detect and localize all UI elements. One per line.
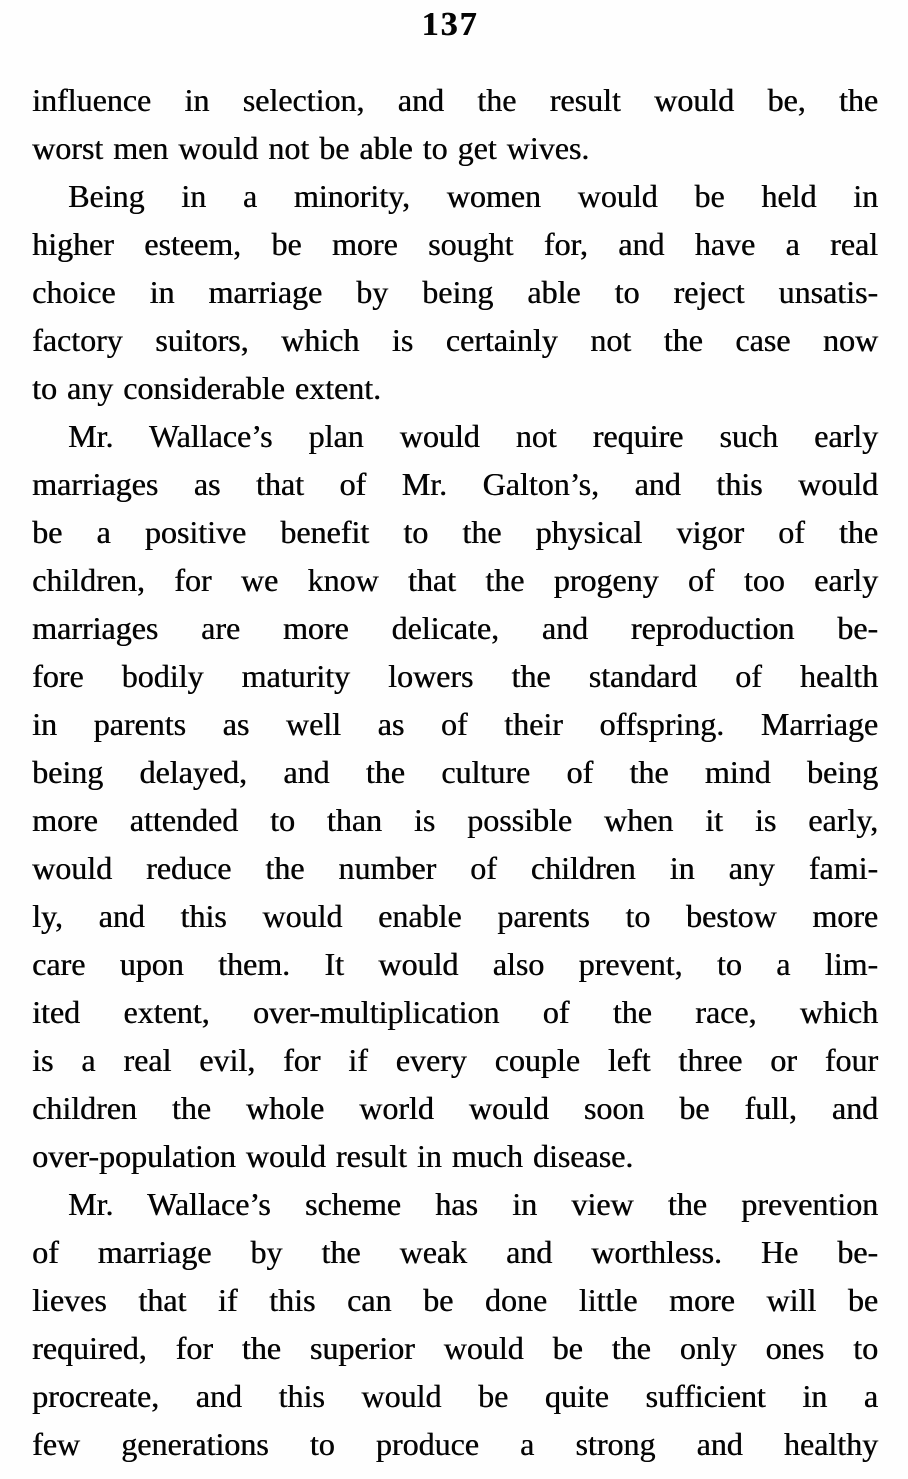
page-number: 137: [421, 6, 479, 43]
text-line: children, for we know that the progeny of too early: [32, 562, 878, 598]
paragraph: [32, 76, 878, 172]
text-line: Being in a minority, women would be held in: [68, 178, 878, 214]
text-line: few generations to produce a strong and healthy: [32, 1426, 878, 1462]
text-line: influence in selection, and the result would be, the: [32, 82, 878, 118]
text-line: over-population would result in much disease.: [32, 1138, 634, 1174]
text-line: ly, and this would enable parents to bestow more: [32, 898, 878, 934]
paragraph: [32, 1180, 878, 1468]
text-line: would reduce the number of children in any fami-: [32, 850, 878, 886]
text-line: procreate, and this would be quite sufficient in a: [32, 1378, 878, 1414]
text-line: marriages are more delicate, and reproduction be-: [32, 610, 878, 646]
text-line: choice in marriage by being able to reject unsatis-: [32, 274, 878, 310]
text-line: required, for the superior would be the only ones to: [32, 1330, 878, 1366]
text-line: ited extent, over-multiplication of the race, which: [32, 994, 878, 1030]
text-line: is a real evil, for if every couple left three or four: [32, 1042, 878, 1078]
text-line: lieves that if this can be done little more will be: [32, 1282, 878, 1318]
text-line: marriages as that of Mr. Galton’s, and this would: [32, 466, 878, 502]
paragraph: [32, 172, 878, 412]
paragraph: [32, 412, 878, 1180]
text-line: Mr. Wallace’s plan would not require such early: [68, 418, 878, 454]
page-body: [32, 76, 878, 1468]
text-line: more attended to than is possible when it is early,: [32, 802, 878, 838]
text-line: fore bodily maturity lowers the standard of health: [32, 658, 878, 694]
text-line: in parents as well as of their offspring. Marriage: [32, 706, 878, 742]
text-line: children the whole world would soon be full, and: [32, 1090, 878, 1126]
text-line: factory suitors, which is certainly not the case now: [32, 322, 878, 358]
text-line: of marriage by the weak and worthless. He be-: [32, 1234, 878, 1270]
text-line: to any considerable extent.: [32, 370, 381, 406]
text-line: higher esteem, be more sought for, and have a real: [32, 226, 878, 262]
text-line: worst men would not be able to get wives.: [32, 130, 590, 166]
text-line: care upon them. It would also prevent, to a lim-: [32, 946, 878, 982]
text-line: Mr. Wallace’s scheme has in view the prevention: [68, 1186, 878, 1222]
text-line: be a positive benefit to the physical vigor of the: [32, 514, 878, 550]
text-line: being delayed, and the culture of the mind being: [32, 754, 878, 790]
